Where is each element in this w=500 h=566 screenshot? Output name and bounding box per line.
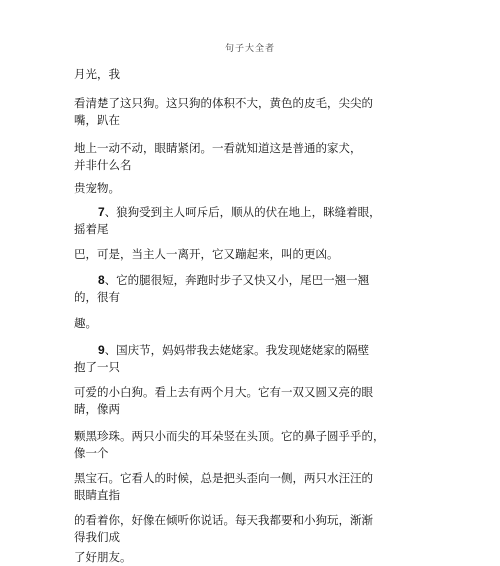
text-line: 了好朋友。 [74,550,132,564]
text-line: 摇着尾 [74,222,109,236]
paragraph-text: 、狼狗受到主人呵斥后，顺从的伏在地上，眯缝着眼， [104,205,381,219]
paragraph-number: 9 [98,343,105,357]
paragraph-text: 、它的腿很短，奔跑时步子又快又小，尾巴一翘一翘 [104,273,370,287]
page-header-title: 句子大全者 [224,44,275,54]
paragraph-text: 、国庆节，妈妈带我去姥姥家。我发现姥姥家的隔壁 [104,343,370,357]
text-line: 地上一动不动，眼睛紧闭。一看就知道这是普通的家犬， [74,141,362,155]
text-line: 像一个 [74,446,109,460]
text-line: 看清楚了这只狗。这只狗的体积不大，黄色的皮毛，尖尖的 [74,96,373,110]
text-line: 趣。 [74,316,97,330]
text-line: 并非什么名 [74,158,132,172]
text-line: 的看着你，好像在倾听你说话。每天我都要和小狗玩，渐渐 [74,513,373,527]
text-line: 得我们成 [74,530,120,544]
text-line: 抱了一只 [74,360,120,374]
paragraph-number: 8 [98,273,105,287]
text-line: 黑宝石。它看人的时候，总是把头歪向一侧，两只水汪汪的 [74,471,373,485]
numbered-paragraph-line [74,342,398,359]
text-line: 巴，可是，当主人一离开，它又蹦起来，叫的更凶。 [74,247,339,261]
numbered-paragraph-line [74,204,398,221]
text-line: 颗黑珍珠。两只小而尖的耳朵竖在头顶。它的鼻子圆乎乎的， [74,429,385,443]
text-line: 可爱的小白狗。看上去有两个月大。它有一双又圆又亮的眼 [74,385,373,399]
text-line: 睛，像两 [74,402,120,416]
text-line: 嘴，趴在 [74,113,120,127]
text-line: 贵宠物。 [74,181,120,195]
text-line: 眼睛直指 [74,488,120,502]
numbered-paragraph-line [74,272,398,289]
paragraph-number: 7 [98,205,105,219]
text-line: 月光，我 [74,67,120,81]
text-line: 的，很有 [74,290,120,304]
